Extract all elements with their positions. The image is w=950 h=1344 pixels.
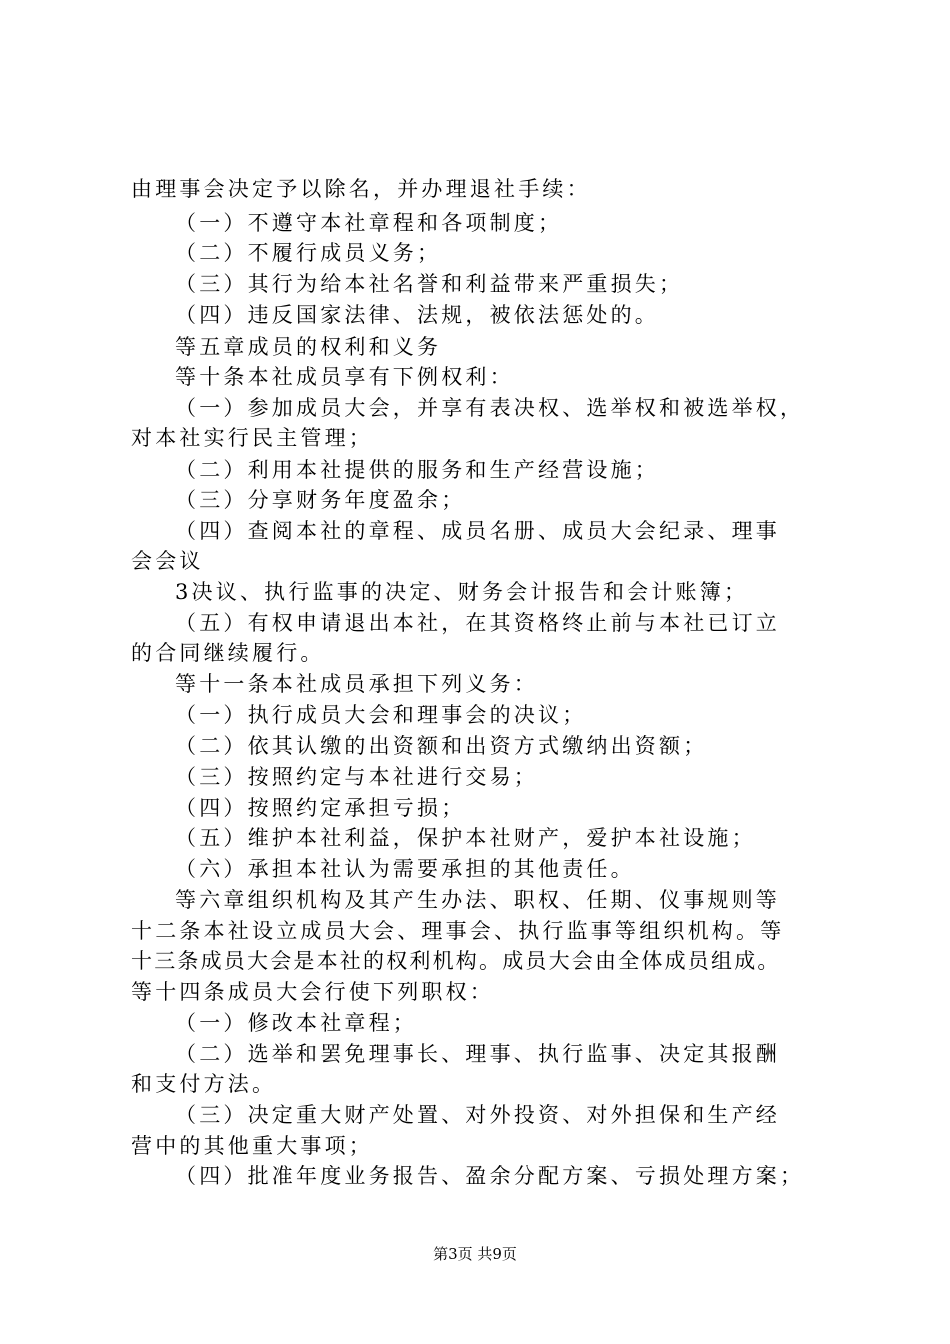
text-line: 十三条成员大会是本社的权利机构。成员大会由全体成员组成。 <box>131 949 781 973</box>
text-line: 营中的其他重大事项； <box>131 1134 373 1158</box>
text-line: （五）维护本社利益，保护本社财产，爱护本社设施； <box>175 826 756 850</box>
text-line: 十二条本社设立成员大会、理事会、执行监事等组织机构。等 <box>131 919 785 943</box>
text-line: （四）批准年度业务报告、盈余分配方案、亏损处理方案； <box>175 1164 805 1188</box>
text-line: （三）其行为给本社名誉和利益带来严重损失； <box>175 272 684 296</box>
article-heading: 等十一条本社成员承担下列义务： <box>175 672 538 696</box>
text-line: 3决议、执行监事的决定、财务会计报告和会计账簿； <box>175 580 749 604</box>
text-line: （三）决定重大财产处置、对外投资、对外担保和生产经 <box>175 1103 780 1127</box>
text-line: 由理事会决定予以除名，并办理退社手续： <box>131 177 591 201</box>
text-line: （三）分享财务年度盈余； <box>175 488 466 512</box>
article-heading: 等十条本社成员享有下例权利： <box>175 365 514 389</box>
text-line: （一）修改本社章程； <box>175 1011 417 1035</box>
chapter-heading: 等六章组织机构及其产生办法、职权、任期、仪事规则等 <box>175 888 780 912</box>
text-line: （二）依其认缴的出资额和出资方式缴纳出资额； <box>175 734 708 758</box>
text-line: （二）不履行成员义务； <box>175 241 442 265</box>
text-line: （四）按照约定承担亏损； <box>175 796 466 820</box>
text-line: （一）执行成员大会和理事会的决议； <box>175 703 587 727</box>
page-footer: 第3页 共9页 <box>433 1245 517 1263</box>
text-line: 对本社实行民主管理； <box>131 426 373 450</box>
text-line: （二）选举和罢免理事长、理事、执行监事、决定其报酬 <box>175 1042 780 1066</box>
text-line: 的合同继续履行。 <box>131 641 325 665</box>
text-line: （一）参加成员大会，并享有表决权、选举权和被选举权， <box>175 396 805 420</box>
text-line: （四）违反国家法律、法规，被依法惩处的。 <box>175 303 659 327</box>
text-line: （五）有权申请退出本社，在其资格终止前与本社已订立 <box>175 611 780 635</box>
text-line: （三）按照约定与本社进行交易； <box>175 765 538 789</box>
text-line: （四）查阅本社的章程、成员名册、成员大会纪录、理事 <box>175 519 780 543</box>
text-line: （六）承担本社认为需要承担的其他责任。 <box>175 857 635 881</box>
article-heading: 等十四条成员大会行使下列职权： <box>131 980 494 1004</box>
text-line: 和支付方法。 <box>131 1072 277 1096</box>
chapter-heading: 等五章成员的权利和义务 <box>175 335 442 359</box>
text-line: 会会议 <box>131 549 204 573</box>
text-line: （一）不遵守本社章程和各项制度； <box>175 211 563 235</box>
text-line: （二）利用本社提供的服务和生产经营设施； <box>175 458 659 482</box>
